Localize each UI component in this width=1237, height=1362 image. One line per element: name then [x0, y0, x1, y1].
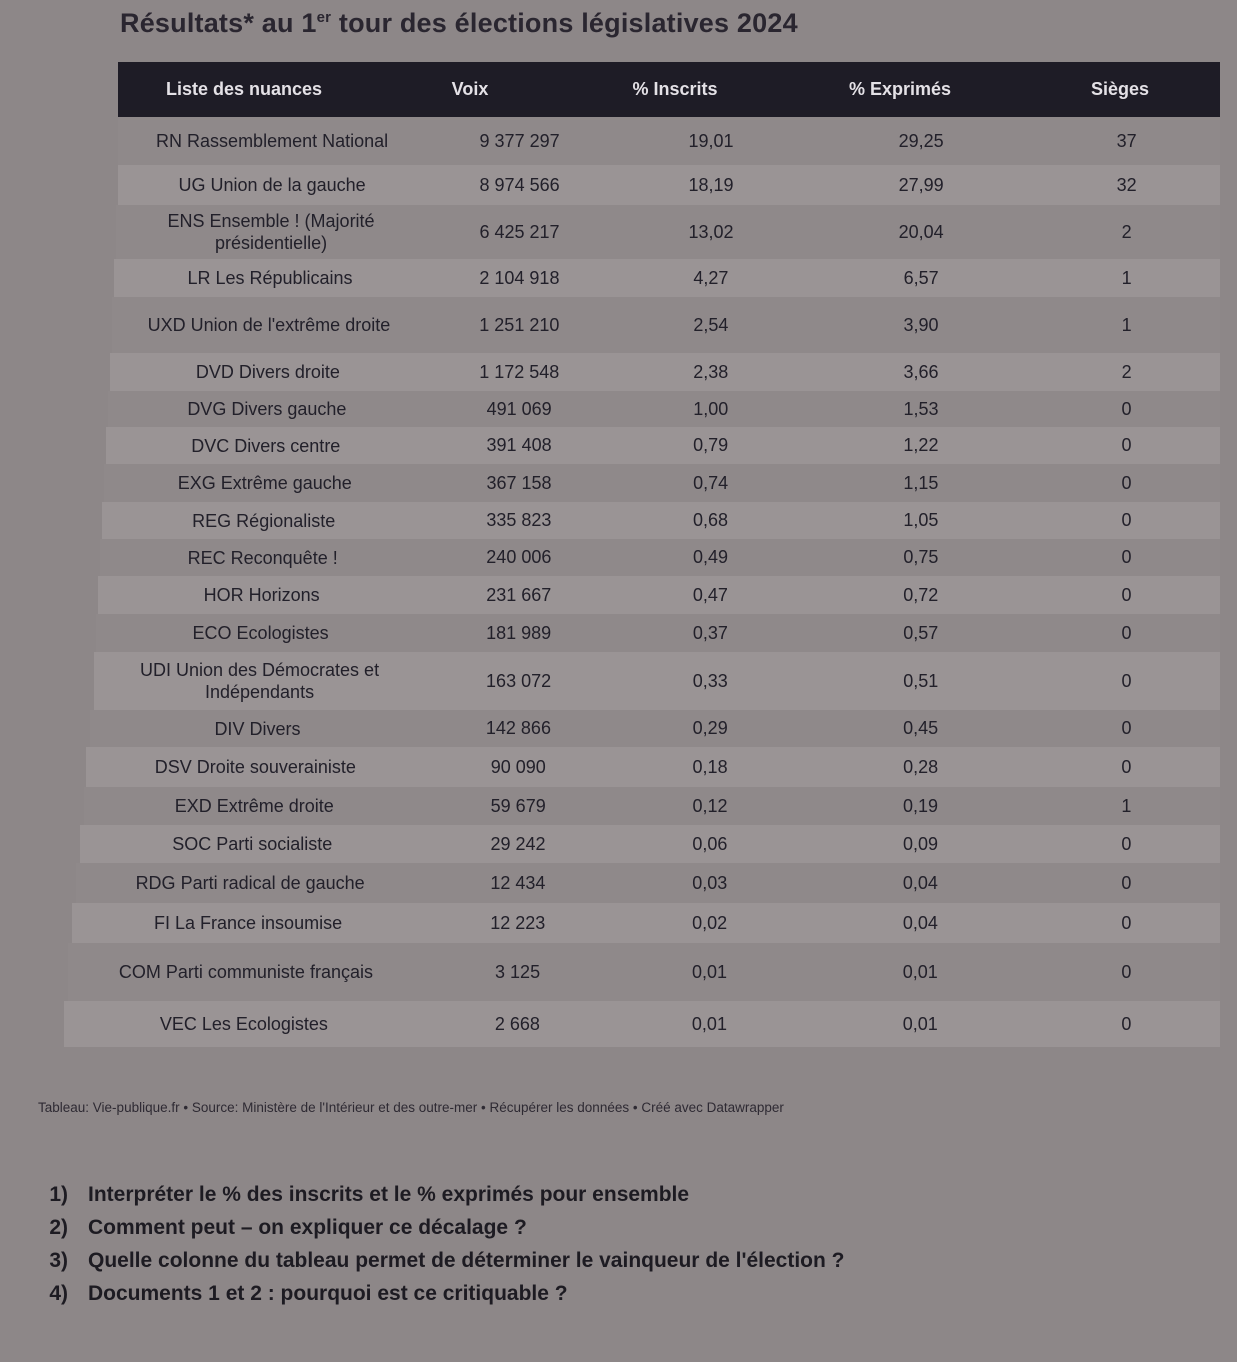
table-row: [68, 943, 1220, 1001]
title-superscript: er: [316, 9, 332, 26]
table-row: [100, 539, 1220, 576]
cell-sieges: 0: [1121, 622, 1132, 643]
cell-voix: 6 425 217: [479, 221, 560, 242]
cell-voix: 163 072: [486, 670, 552, 691]
cell-sieges: 1: [1121, 267, 1132, 288]
table-row: [118, 165, 1220, 205]
cell-nuance: DVG Divers gauche: [187, 399, 347, 419]
cell-sieges: 2: [1121, 361, 1132, 382]
cell-exprimes: 0,09: [902, 833, 938, 854]
cell-voix: 335 823: [486, 510, 552, 530]
cell-voix: 8 974 566: [479, 174, 560, 195]
cell-sieges: 0: [1121, 1013, 1132, 1034]
cell-exprimes: 0,01: [902, 961, 938, 982]
cell-exprimes: 0,57: [903, 622, 939, 643]
cell-exprimes: 0,28: [903, 756, 939, 777]
cell-nuance: HOR Horizons: [203, 585, 320, 605]
cell-sieges: 0: [1121, 872, 1132, 893]
header-voix: Voix: [451, 79, 489, 99]
question-number: 4): [49, 1281, 68, 1305]
header-sieges: Sièges: [1090, 79, 1150, 99]
table-row: [94, 652, 1220, 710]
cell-voix: 367 158: [486, 472, 552, 493]
cell-inscrits: 1,00: [693, 398, 729, 419]
cell-sieges: 0: [1121, 912, 1132, 933]
cell-sieges: 0: [1121, 833, 1132, 854]
question-text: Quelle colonne du tableau permet de déterminer le vainqueur de l'élection ?: [88, 1248, 845, 1272]
title-text: Résultats* au 1: [120, 8, 317, 38]
cell-sieges: 0: [1121, 510, 1132, 530]
question-number: 2): [49, 1215, 68, 1239]
cell-sieges: 2: [1121, 221, 1132, 242]
cell-sieges: 0: [1121, 756, 1132, 777]
cell-inscrits: 2,54: [693, 314, 729, 335]
cell-exprimes: 1,22: [903, 435, 939, 455]
cell-nuance: SOC Parti socialiste: [172, 834, 333, 854]
question-item: [20, 1277, 845, 1310]
cell-nuance: COM Parti communiste français: [118, 962, 373, 982]
table-row: [106, 427, 1220, 464]
cell-exprimes: 0,75: [903, 547, 939, 567]
cell-sieges: 0: [1121, 398, 1132, 419]
cell-voix: 90 090: [490, 756, 546, 777]
cell-inscrits: 0,01: [691, 1013, 727, 1034]
cell-nuance: VEC Les Ecologistes: [159, 1014, 328, 1034]
table-row: [64, 1001, 1220, 1047]
cell-voix: 12 223: [490, 912, 546, 933]
cell-voix: 2 668: [494, 1013, 540, 1034]
cell-voix: 29 242: [490, 833, 546, 854]
cell-voix: 231 667: [486, 584, 552, 605]
cell-inscrits: 0,49: [692, 547, 729, 567]
cell-voix: 12 434: [490, 872, 546, 893]
cell-sieges: 0: [1121, 435, 1132, 455]
table-row: [96, 614, 1220, 652]
question-item: [20, 1244, 845, 1277]
cell-nuance: LR Les Républicains: [187, 268, 353, 288]
cell-sieges: 1: [1121, 795, 1132, 816]
cell-inscrits: 0,18: [692, 756, 728, 777]
cell-exprimes: 1,53: [903, 398, 939, 419]
header-nuances: Liste des nuances: [165, 79, 323, 99]
cell-sieges: 0: [1121, 547, 1132, 567]
cell-inscrits: 0,33: [692, 670, 728, 691]
table-row: [86, 747, 1220, 787]
cell-nuance: DVD Divers droite: [195, 362, 340, 382]
cell-voix: 3 125: [495, 961, 541, 982]
cell-nuance: RN Rassemblement National: [156, 131, 389, 151]
cell-nuance: UXD Union de l'extrême droite: [147, 315, 391, 335]
cell-nuance: FI La France insoumise: [154, 913, 343, 933]
table-row: [84, 787, 1220, 825]
cell-inscrits: 4,27: [693, 267, 729, 288]
cell-inscrits: 0,03: [692, 872, 728, 893]
header-inscrits: % Inscrits: [632, 79, 718, 99]
table-header: [118, 62, 1220, 117]
cell-nuance: DVC Divers centre: [191, 435, 341, 456]
cell-voix: 240 006: [486, 547, 552, 567]
cell-inscrits: 2,38: [693, 361, 729, 382]
table-row: [76, 863, 1220, 903]
cell-exprimes: 20,04: [898, 221, 944, 242]
cell-inscrits: 0,06: [692, 833, 728, 854]
cell-sieges: 37: [1116, 130, 1137, 151]
cell-voix: 142 866: [485, 718, 551, 738]
cell-inscrits: 0,37: [692, 622, 728, 643]
cell-inscrits: 18,19: [688, 174, 734, 195]
table-row: [110, 353, 1220, 391]
cell-nuance: RDG Parti radical de gauche: [135, 873, 365, 893]
table-row: [104, 464, 1220, 502]
cell-nuance: DIV Divers: [214, 718, 301, 739]
table-row: [72, 903, 1220, 943]
cell-voix: 1 172 548: [479, 361, 560, 382]
cell-inscrits: 0,29: [692, 718, 728, 738]
cell-sieges: 0: [1121, 961, 1132, 982]
question-list: [20, 1178, 845, 1310]
cell-exprimes: 1,15: [903, 472, 939, 493]
source-caption: Tableau: Vie-publique.fr • Source: Ministère de l'Intérieur et des outre-mer • Récupérer les données • Créé avec Datawrapper: [38, 1100, 784, 1115]
question-number: 1): [49, 1182, 68, 1206]
table-row: [80, 825, 1220, 863]
table-row: [98, 576, 1220, 614]
cell-exprimes: 6,57: [903, 267, 939, 288]
table-row: [118, 117, 1220, 165]
cell-inscrits: 0,02: [692, 912, 728, 933]
cell-sieges: 0: [1121, 472, 1132, 493]
cell-nuance: DSV Droite souverainiste: [154, 757, 356, 777]
cell-exprimes: 0,19: [903, 795, 939, 816]
cell-exprimes: 3,90: [903, 314, 939, 335]
page-title: [120, 8, 798, 39]
cell-exprimes: 3,66: [903, 361, 939, 382]
question-text: Interpréter le % des inscrits et le % exprimés pour ensemble: [88, 1182, 690, 1206]
cell-nuance: REG Régionaliste: [192, 510, 336, 531]
table-row: [90, 710, 1220, 747]
question-text: Documents 1 et 2 : pourquoi est ce critiquable ?: [88, 1281, 568, 1305]
cell-exprimes: 27,99: [898, 174, 944, 195]
table-row: [108, 391, 1220, 427]
cell-nuance: EXD Extrême droite: [174, 796, 334, 816]
cell-sieges: 0: [1121, 584, 1132, 605]
cell-exprimes: 0,72: [903, 584, 939, 605]
cell-inscrits: 0,68: [693, 510, 729, 530]
question-item: [20, 1178, 845, 1211]
cell-voix: 2 104 918: [479, 267, 560, 288]
cell-exprimes: 0,45: [903, 718, 939, 738]
cell-nuance: EXG Extrême gauche: [177, 473, 352, 493]
cell-inscrits: 0,74: [693, 472, 729, 493]
cell-inscrits: 19,01: [688, 130, 734, 151]
cell-voix: 391 408: [486, 435, 552, 455]
question-number: 3): [49, 1248, 68, 1272]
cell-exprimes: 0,01: [902, 1013, 938, 1034]
cell-exprimes: 29,25: [898, 130, 944, 151]
cell-sieges: 32: [1116, 174, 1137, 195]
cell-voix: 9 377 297: [479, 130, 560, 151]
cell-sieges: 0: [1121, 670, 1132, 691]
cell-nuance: UDI Union des Démocrates et Indépendants: [139, 660, 380, 702]
cell-sieges: 0: [1121, 718, 1132, 738]
cell-nuance: UG Union de la gauche: [178, 175, 366, 195]
title-text-end: tour des élections législatives 2024: [331, 8, 798, 38]
cell-inscrits: 0,79: [693, 435, 729, 455]
cell-nuance: ECO Ecologistes: [192, 623, 329, 643]
cell-exprimes: 0,51: [903, 670, 939, 691]
table-row: [112, 297, 1220, 353]
table-body: [40, 117, 1220, 1047]
cell-inscrits: 0,47: [692, 584, 728, 605]
cell-inscrits: 13,02: [688, 221, 734, 242]
question-text: Comment peut – on expliquer ce décalage ?: [88, 1215, 527, 1239]
cell-inscrits: 0,01: [692, 961, 728, 982]
cell-inscrits: 0,12: [692, 795, 728, 816]
table-row: [116, 205, 1220, 259]
cell-sieges: 1: [1121, 314, 1132, 335]
cell-voix: 181 989: [486, 622, 552, 643]
cell-exprimes: 0,04: [902, 872, 938, 893]
header-exprimes: % Exprimés: [848, 79, 952, 99]
table-row: [114, 259, 1220, 297]
table-row: [102, 502, 1220, 539]
cell-voix: 491 069: [486, 398, 552, 419]
cell-nuance: ENS Ensemble ! (Majorité présidentielle): [167, 211, 375, 253]
cell-exprimes: 0,04: [902, 912, 938, 933]
cell-nuance: REC Reconquête !: [187, 547, 338, 568]
cell-voix: 59 679: [490, 795, 546, 816]
cell-voix: 1 251 210: [479, 314, 560, 335]
cell-exprimes: 1,05: [903, 510, 939, 530]
results-table: [40, 62, 1220, 1047]
question-item: [20, 1211, 845, 1244]
